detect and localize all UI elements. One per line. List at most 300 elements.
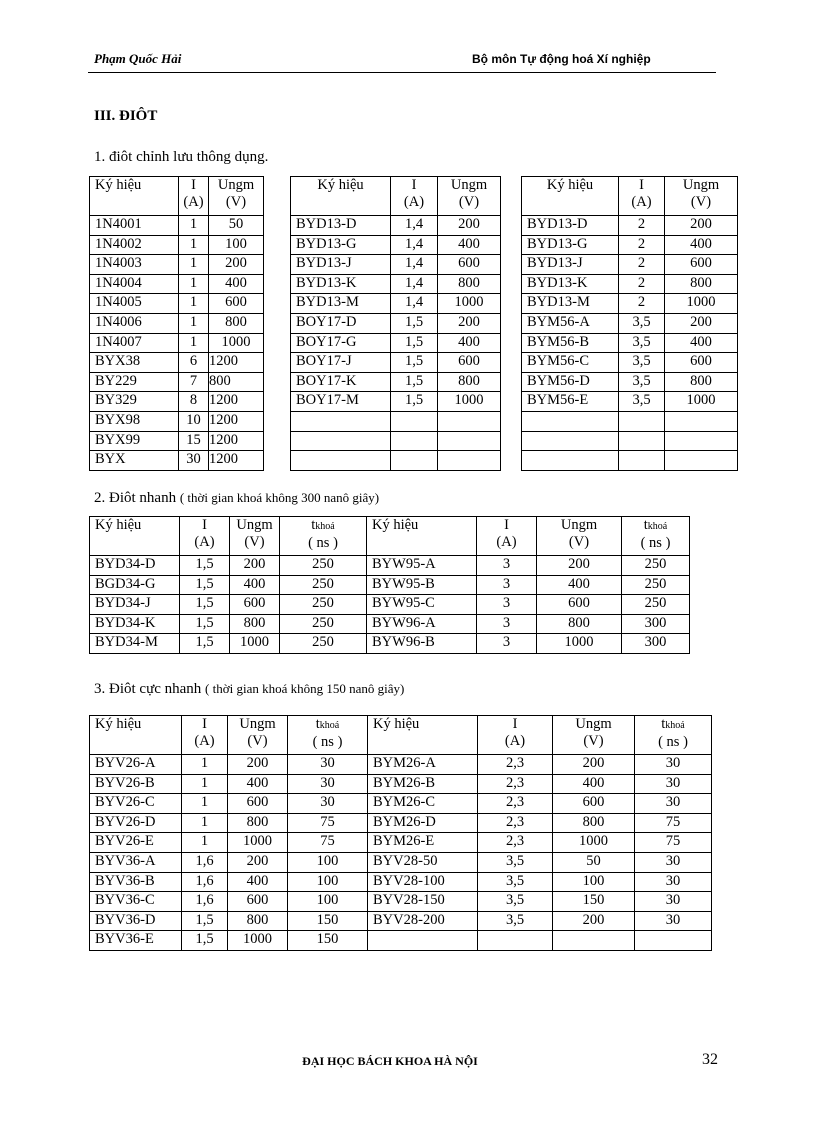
column-gap xyxy=(501,255,522,275)
cell-voltage: 100 xyxy=(553,872,635,892)
cell-current: 1 xyxy=(179,255,209,275)
cell-voltage: 400 xyxy=(228,872,288,892)
col-header-current: I (A) xyxy=(478,716,553,755)
cell-voltage: 1000 xyxy=(228,931,288,951)
cell-off-time: 30 xyxy=(288,794,368,814)
cell-current: 2,3 xyxy=(478,813,553,833)
cell-symbol: BYX98 xyxy=(90,411,179,431)
table-row xyxy=(90,755,712,775)
cell-symbol: BYD13-J xyxy=(291,255,391,275)
cell-current: 2 xyxy=(619,274,665,294)
column-gap xyxy=(264,372,291,392)
cell-symbol: BYM26-C xyxy=(368,794,478,814)
column-gap xyxy=(264,451,291,471)
cell-symbol: BYV26-D xyxy=(90,813,182,833)
table-row xyxy=(90,575,690,595)
col-header-off-time: tkhoá ( ns ) xyxy=(622,517,690,556)
column-gap xyxy=(264,353,291,373)
cell-current: 7 xyxy=(179,372,209,392)
col-header-voltage: Ungm (V) xyxy=(209,177,264,216)
cell-voltage: 1000 xyxy=(537,634,622,654)
cell-current: 3 xyxy=(477,634,537,654)
table-row xyxy=(90,595,690,615)
cell-symbol: BYM56-B xyxy=(522,333,619,353)
cell-voltage: 200 xyxy=(438,313,501,333)
cell-voltage: 600 xyxy=(438,353,501,373)
column-gap xyxy=(264,235,291,255)
cell-voltage: 1200 xyxy=(209,431,264,451)
cell-current: 6 xyxy=(179,353,209,373)
cell-symbol: 1N4002 xyxy=(90,235,179,255)
cell-voltage: 600 xyxy=(665,255,738,275)
cell-symbol: 1N4004 xyxy=(90,274,179,294)
cell-off-time xyxy=(635,931,712,951)
cell-voltage: 800 xyxy=(228,813,288,833)
col-header-voltage: Ungm (V) xyxy=(553,716,635,755)
cell-current: 2 xyxy=(619,294,665,314)
cell-symbol: BYV36-A xyxy=(90,852,182,872)
cell-symbol: BYD13-D xyxy=(522,216,619,236)
cell-current xyxy=(478,931,553,951)
cell-voltage xyxy=(438,431,501,451)
col-header-symbol: Ký hiệu xyxy=(90,517,180,556)
cell-symbol: BYD34-D xyxy=(90,556,180,576)
ultrafast-diode-table xyxy=(89,715,712,951)
cell-symbol xyxy=(522,411,619,431)
table-row xyxy=(90,794,712,814)
cell-voltage: 200 xyxy=(209,255,264,275)
table1-title: 1. điôt chỉnh lưu thông dụng. xyxy=(94,149,269,165)
cell-symbol: BYV26-B xyxy=(90,774,182,794)
cell-symbol: BYD13-M xyxy=(291,294,391,314)
cell-symbol: BYM56-D xyxy=(522,372,619,392)
cell-symbol: BOY17-K xyxy=(291,372,391,392)
cell-current: 3,5 xyxy=(619,392,665,412)
header-department: Bộ môn Tự động hoá Xí nghiệp xyxy=(472,52,651,66)
column-gap xyxy=(501,411,522,431)
cell-symbol: BOY17-D xyxy=(291,313,391,333)
table-header-row xyxy=(90,177,738,216)
cell-voltage: 1200 xyxy=(209,392,264,412)
cell-current: 10 xyxy=(179,411,209,431)
cell-current: 1,5 xyxy=(182,931,228,951)
cell-symbol: BY229 xyxy=(90,372,179,392)
cell-symbol: BYV26-E xyxy=(90,833,182,853)
cell-voltage: 1200 xyxy=(209,451,264,471)
cell-symbol: BYW95-A xyxy=(367,556,477,576)
cell-current: 1 xyxy=(179,235,209,255)
cell-current xyxy=(391,431,438,451)
cell-symbol: BYD13-D xyxy=(291,216,391,236)
cell-current: 3,5 xyxy=(619,353,665,373)
cell-symbol: BYD13-K xyxy=(522,274,619,294)
table-row xyxy=(90,892,712,912)
column-gap xyxy=(264,333,291,353)
cell-voltage: 150 xyxy=(553,892,635,912)
cell-symbol: BYW95-C xyxy=(367,595,477,615)
col-header-symbol: Ký hiệu xyxy=(522,177,619,216)
cell-current: 1,6 xyxy=(182,892,228,912)
cell-off-time: 30 xyxy=(288,755,368,775)
cell-current: 30 xyxy=(179,451,209,471)
cell-symbol: BYV36-E xyxy=(90,931,182,951)
cell-current: 1,6 xyxy=(182,872,228,892)
cell-current: 2,3 xyxy=(478,833,553,853)
cell-voltage: 800 xyxy=(665,372,738,392)
cell-off-time: 100 xyxy=(288,852,368,872)
cell-voltage: 200 xyxy=(230,556,280,576)
table-row xyxy=(90,372,738,392)
cell-symbol: BYD13-G xyxy=(291,235,391,255)
cell-off-time: 250 xyxy=(280,556,367,576)
cell-current: 3,5 xyxy=(619,372,665,392)
cell-voltage: 400 xyxy=(665,333,738,353)
cell-symbol xyxy=(368,931,478,951)
cell-off-time: 100 xyxy=(288,872,368,892)
cell-voltage: 1200 xyxy=(209,353,264,373)
cell-symbol: BYV36-C xyxy=(90,892,182,912)
cell-current: 3,5 xyxy=(478,852,553,872)
col-header-symbol: Ký hiệu xyxy=(368,716,478,755)
cell-voltage: 1000 xyxy=(230,634,280,654)
cell-voltage: 1000 xyxy=(209,333,264,353)
cell-current: 1,4 xyxy=(391,255,438,275)
cell-voltage: 50 xyxy=(209,216,264,236)
cell-symbol: BYD34-M xyxy=(90,634,180,654)
cell-symbol xyxy=(291,451,391,471)
column-gap xyxy=(501,451,522,471)
cell-symbol: 1N4006 xyxy=(90,313,179,333)
col-header-symbol: Ký hiệu xyxy=(90,177,179,216)
table-row xyxy=(90,392,738,412)
table2-note: ( thời gian khoá không 300 nanô giây) xyxy=(179,490,380,505)
cell-current: 2,3 xyxy=(478,774,553,794)
cell-current: 1 xyxy=(182,794,228,814)
cell-off-time: 300 xyxy=(622,614,690,634)
cell-voltage xyxy=(438,411,501,431)
table-row xyxy=(90,872,712,892)
cell-symbol xyxy=(291,411,391,431)
footer-institution: ĐẠI HỌC BÁCH KHOA HÀ NỘI xyxy=(302,1054,478,1068)
col-header-voltage: Ungm (V) xyxy=(438,177,501,216)
table3-title: 3. Điôt cực nhanh ( thời gian khoá không 150 nanô giây) xyxy=(94,681,405,697)
cell-voltage: 600 xyxy=(438,255,501,275)
cell-current: 3,5 xyxy=(478,892,553,912)
cell-symbol: BGD34-G xyxy=(90,575,180,595)
cell-symbol: BYX xyxy=(90,451,179,471)
cell-current xyxy=(391,411,438,431)
cell-voltage xyxy=(665,431,738,451)
cell-current: 1 xyxy=(182,755,228,775)
cell-off-time: 75 xyxy=(635,813,712,833)
table-row xyxy=(90,451,738,471)
cell-symbol: 1N4007 xyxy=(90,333,179,353)
cell-voltage xyxy=(553,931,635,951)
cell-current: 3 xyxy=(477,575,537,595)
cell-symbol: BYD34-K xyxy=(90,614,180,634)
cell-symbol xyxy=(522,431,619,451)
col-header-off-time: tkhoá ( ns ) xyxy=(280,517,367,556)
table-row xyxy=(90,833,712,853)
cell-current: 1 xyxy=(179,313,209,333)
cell-voltage: 400 xyxy=(438,235,501,255)
column-gap xyxy=(501,353,522,373)
table-row xyxy=(90,411,738,431)
cell-current: 1 xyxy=(179,333,209,353)
cell-voltage: 400 xyxy=(537,575,622,595)
cell-symbol: 1N4005 xyxy=(90,294,179,314)
cell-off-time: 250 xyxy=(622,575,690,595)
cell-voltage xyxy=(438,451,501,471)
cell-symbol: BYD13-J xyxy=(522,255,619,275)
cell-symbol: BYW96-B xyxy=(367,634,477,654)
cell-current xyxy=(619,431,665,451)
cell-current: 3,5 xyxy=(478,911,553,931)
table-row xyxy=(90,294,738,314)
column-gap xyxy=(264,255,291,275)
cell-current: 1,5 xyxy=(391,313,438,333)
fast-diode-table xyxy=(89,516,690,654)
column-gap xyxy=(264,294,291,314)
rectifier-diode-table xyxy=(89,176,738,471)
cell-voltage: 600 xyxy=(537,595,622,615)
table-header-row xyxy=(90,716,712,755)
cell-voltage: 200 xyxy=(665,313,738,333)
cell-symbol xyxy=(291,431,391,451)
cell-current: 1 xyxy=(182,833,228,853)
cell-voltage: 600 xyxy=(209,294,264,314)
cell-voltage: 600 xyxy=(665,353,738,373)
col-header-current: I (A) xyxy=(391,177,438,216)
table-row xyxy=(90,216,738,236)
cell-voltage: 1000 xyxy=(553,833,635,853)
cell-current: 1 xyxy=(182,813,228,833)
cell-current: 1,5 xyxy=(391,372,438,392)
col-header-voltage: Ungm (V) xyxy=(228,716,288,755)
cell-voltage: 400 xyxy=(665,235,738,255)
cell-symbol: BYV28-150 xyxy=(368,892,478,912)
table-row xyxy=(90,813,712,833)
cell-voltage: 400 xyxy=(230,575,280,595)
cell-off-time: 250 xyxy=(280,575,367,595)
cell-current: 3,5 xyxy=(619,313,665,333)
col-header-symbol: Ký hiệu xyxy=(90,716,182,755)
cell-off-time: 30 xyxy=(635,872,712,892)
table-row xyxy=(90,313,738,333)
cell-symbol: BYM56-C xyxy=(522,353,619,373)
cell-voltage: 200 xyxy=(553,755,635,775)
col-header-symbol: Ký hiệu xyxy=(291,177,391,216)
cell-symbol: BYV28-50 xyxy=(368,852,478,872)
cell-voltage: 1000 xyxy=(665,294,738,314)
cell-symbol: BYM26-B xyxy=(368,774,478,794)
cell-off-time: 75 xyxy=(635,833,712,853)
cell-voltage: 100 xyxy=(209,235,264,255)
cell-voltage: 1000 xyxy=(665,392,738,412)
column-gap xyxy=(264,411,291,431)
cell-off-time: 150 xyxy=(288,911,368,931)
col-header-off-time: tkhoá ( ns ) xyxy=(635,716,712,755)
cell-current: 1,4 xyxy=(391,294,438,314)
cell-symbol: BYM26-A xyxy=(368,755,478,775)
col-header-current: I (A) xyxy=(477,517,537,556)
column-gap xyxy=(264,392,291,412)
cell-current: 8 xyxy=(179,392,209,412)
cell-current: 2 xyxy=(619,255,665,275)
cell-voltage: 800 xyxy=(228,911,288,931)
cell-symbol: BYM26-D xyxy=(368,813,478,833)
cell-voltage: 400 xyxy=(438,333,501,353)
table-row xyxy=(90,931,712,951)
cell-voltage: 800 xyxy=(438,372,501,392)
cell-symbol: BY329 xyxy=(90,392,179,412)
section-title: III. ĐIÔT xyxy=(94,108,158,124)
col-header-current: I (A) xyxy=(182,716,228,755)
column-gap xyxy=(501,294,522,314)
cell-current: 1,5 xyxy=(180,595,230,615)
cell-voltage: 200 xyxy=(438,216,501,236)
cell-symbol: BYV36-D xyxy=(90,911,182,931)
table-row xyxy=(90,614,690,634)
cell-current: 1,5 xyxy=(180,575,230,595)
table-row xyxy=(90,852,712,872)
cell-symbol: BYD13-M xyxy=(522,294,619,314)
table-row xyxy=(90,353,738,373)
table-row xyxy=(90,431,738,451)
cell-current: 2,3 xyxy=(478,794,553,814)
cell-symbol: BYD34-J xyxy=(90,595,180,615)
cell-voltage xyxy=(665,451,738,471)
cell-voltage xyxy=(665,411,738,431)
cell-symbol: BYM56-A xyxy=(522,313,619,333)
cell-off-time: 30 xyxy=(635,794,712,814)
cell-current: 1,4 xyxy=(391,274,438,294)
cell-off-time: 250 xyxy=(280,595,367,615)
cell-symbol: BYV36-B xyxy=(90,872,182,892)
column-gap xyxy=(264,431,291,451)
col-header-off-time: tkhoá ( ns ) xyxy=(288,716,368,755)
col-header-voltage: Ungm (V) xyxy=(537,517,622,556)
cell-current: 1 xyxy=(179,294,209,314)
cell-current: 1 xyxy=(179,216,209,236)
cell-symbol: BYD13-K xyxy=(291,274,391,294)
cell-voltage: 800 xyxy=(537,614,622,634)
cell-current: 2 xyxy=(619,216,665,236)
cell-symbol: BYV26-A xyxy=(90,755,182,775)
cell-voltage: 50 xyxy=(553,852,635,872)
cell-current: 1,4 xyxy=(391,216,438,236)
cell-off-time: 30 xyxy=(635,755,712,775)
cell-current xyxy=(391,451,438,471)
cell-voltage: 600 xyxy=(228,794,288,814)
column-gap xyxy=(264,177,291,216)
cell-voltage: 800 xyxy=(438,274,501,294)
cell-voltage: 600 xyxy=(553,794,635,814)
cell-voltage: 1200 xyxy=(209,411,264,431)
cell-current: 1 xyxy=(179,274,209,294)
cell-current: 3,5 xyxy=(478,872,553,892)
header-author: Phạm Quốc Hải xyxy=(94,51,182,66)
cell-voltage: 800 xyxy=(209,372,264,392)
cell-symbol: BYD13-G xyxy=(522,235,619,255)
cell-current: 1,5 xyxy=(391,333,438,353)
cell-off-time: 250 xyxy=(622,556,690,576)
column-gap xyxy=(264,274,291,294)
column-gap xyxy=(501,333,522,353)
column-gap xyxy=(501,235,522,255)
cell-symbol: BYW95-B xyxy=(367,575,477,595)
table-row xyxy=(90,274,738,294)
column-gap xyxy=(501,372,522,392)
cell-current: 1,6 xyxy=(182,852,228,872)
cell-current: 1,5 xyxy=(180,556,230,576)
column-gap xyxy=(264,313,291,333)
cell-current xyxy=(619,451,665,471)
col-header-voltage: Ungm (V) xyxy=(665,177,738,216)
page-number: 32 xyxy=(702,1051,718,1068)
cell-off-time: 30 xyxy=(635,852,712,872)
column-gap xyxy=(501,313,522,333)
cell-symbol: BYX38 xyxy=(90,353,179,373)
cell-current: 3 xyxy=(477,556,537,576)
cell-voltage: 800 xyxy=(209,313,264,333)
cell-off-time: 30 xyxy=(635,911,712,931)
cell-current: 2 xyxy=(619,235,665,255)
cell-symbol: 1N4003 xyxy=(90,255,179,275)
cell-voltage: 400 xyxy=(553,774,635,794)
table-row xyxy=(90,235,738,255)
cell-current: 1,5 xyxy=(391,353,438,373)
col-header-current: I (A) xyxy=(179,177,209,216)
cell-current: 2,3 xyxy=(478,755,553,775)
cell-symbol: BOY17-G xyxy=(291,333,391,353)
cell-off-time: 75 xyxy=(288,833,368,853)
cell-voltage: 800 xyxy=(665,274,738,294)
cell-off-time: 250 xyxy=(280,614,367,634)
cell-off-time: 30 xyxy=(635,774,712,794)
cell-voltage: 800 xyxy=(230,614,280,634)
table-row xyxy=(90,556,690,576)
cell-symbol: BYX99 xyxy=(90,431,179,451)
cell-symbol: BYW96-A xyxy=(367,614,477,634)
cell-symbol xyxy=(522,451,619,471)
cell-off-time: 30 xyxy=(635,892,712,912)
table-row xyxy=(90,333,738,353)
cell-voltage: 200 xyxy=(228,852,288,872)
table-row xyxy=(90,774,712,794)
table-header-row xyxy=(90,517,690,556)
cell-current: 3,5 xyxy=(619,333,665,353)
cell-voltage: 400 xyxy=(209,274,264,294)
cell-off-time: 75 xyxy=(288,813,368,833)
cell-current: 1 xyxy=(182,774,228,794)
cell-current: 1,5 xyxy=(182,911,228,931)
table-row xyxy=(90,255,738,275)
cell-off-time: 30 xyxy=(288,774,368,794)
cell-symbol: BYV28-100 xyxy=(368,872,478,892)
cell-symbol: BOY17-J xyxy=(291,353,391,373)
cell-off-time: 250 xyxy=(280,634,367,654)
cell-voltage: 1000 xyxy=(438,392,501,412)
cell-current: 3 xyxy=(477,595,537,615)
cell-current xyxy=(619,411,665,431)
column-gap xyxy=(501,216,522,236)
header-rule xyxy=(88,72,716,73)
table-row xyxy=(90,634,690,654)
cell-voltage: 200 xyxy=(553,911,635,931)
table3-note: ( thời gian khoá không 150 nanô giây) xyxy=(205,681,405,696)
cell-symbol: BYV26-C xyxy=(90,794,182,814)
